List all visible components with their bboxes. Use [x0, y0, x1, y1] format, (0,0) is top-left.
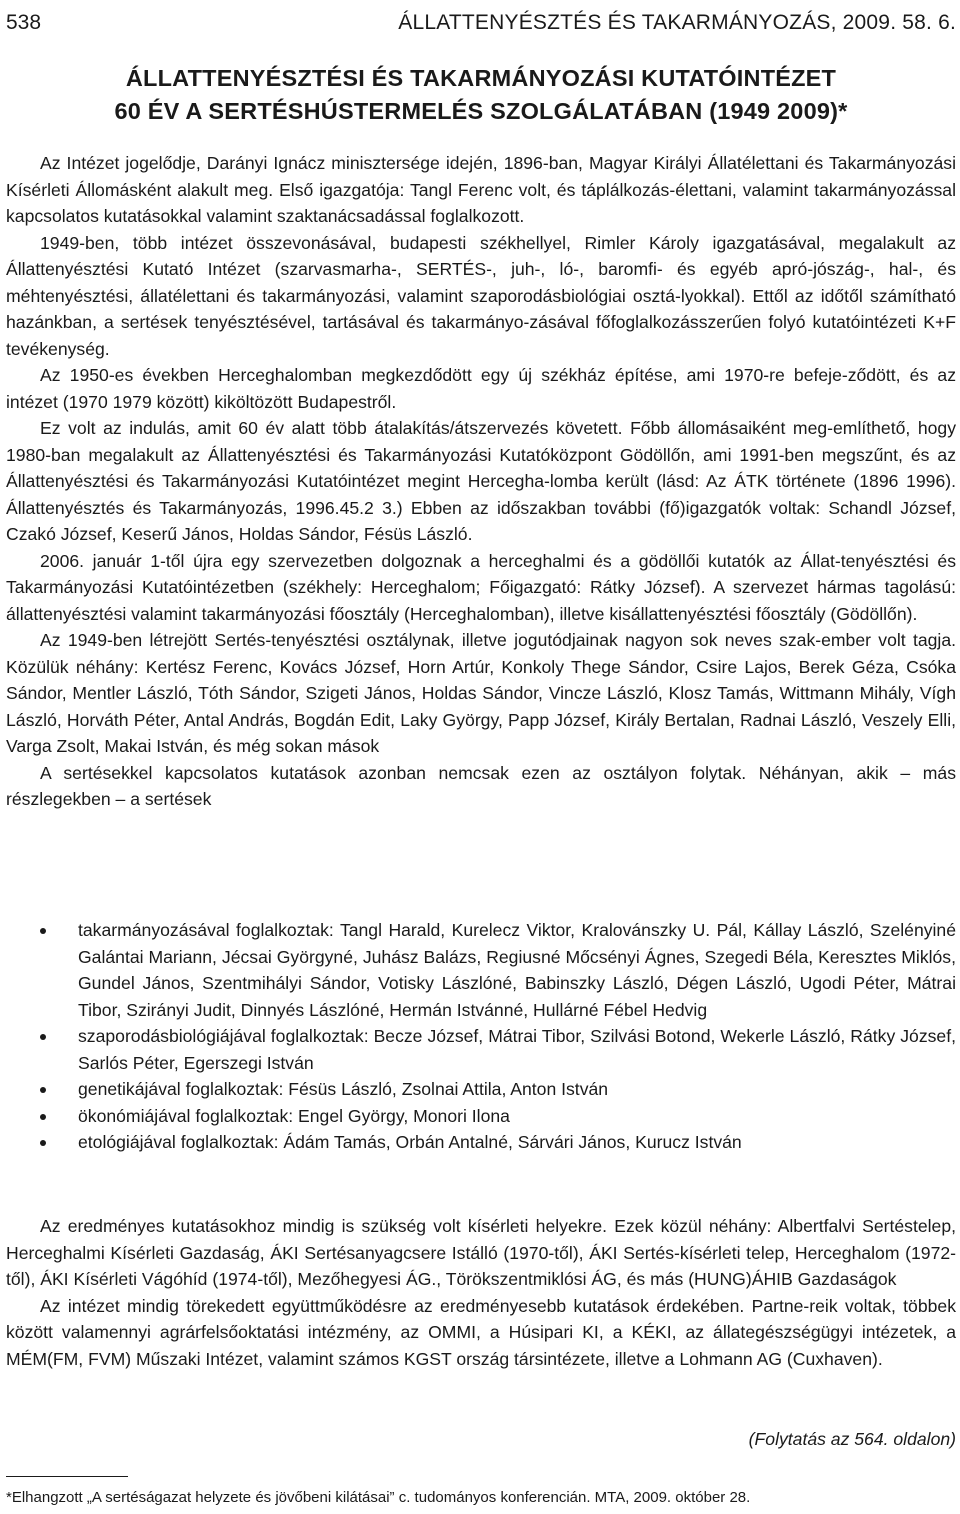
- list-item: [6, 1076, 956, 1103]
- paragraph: Az 1949-ben létrejött Sertés-tenyésztési osztálynak, illetve jogutódjainak nagyon sok neves szak-ember volt tagja. Közülük néhány: Kertész Ferenc, Kovács József, Horn Artúr, Konkoly Thege Sándor, Csire Lajos, Berek Géza, Csóka Sándor, Mentler László, Tóth Sándor, Szigeti János, Holdas Sándor, Vincze László, Klosz Tamás, Wittmann Mihály, Vígh László, Horváth Péter, Antal András, Bogdán Edit, Laky György, Papp József, Király Bertalan, Radnai László, Veszely Elli, Varga Zsolt, Makai István, és még sokan mások: [6, 630, 956, 756]
- paragraph: 1949-ben, több intézet összevonásával, budapesti székhellyel, Rimler Károly igazgatásával, megalakult az Állattenyésztési Kutató Intézet (szarvasmarha-, SERTÉS-, juh-, ló-, baromfi- és egyéb apró-jószág-, hal-, és méhtenyésztési, állatélettani és takarmányozási, valamint szaporodásbiológiai osztá-lyokkal). Ettől az időtől számítható hazánkban, a sertések tenyésztésével, tartásával és takarmányo-zásával főfoglalkozásszerűen folyó kutatóintézeti K+F tevékenység.: [6, 232, 956, 359]
- footnote: *Elhangzott „A sertéságazat helyzete és jövőbeni kilátásai” c. tudományos konferencián. MTA, 2009. október 28.: [6, 1489, 751, 1506]
- paragraph: Az eredményes kutatásokhoz mindig is szükség volt kísérleti helyekre. Ezek közül néhány: Albertfalvi Sertéstelep, Herceghalmi Kísérleti Gazdaság, ÁKI Sertésanyagcsere Istálló (1970-től), ÁKI Sertés-kísérleti telep, Herceghalom (1972-től), ÁKI Kísérleti Vágóhíd (1974-től), Mezőhegyesi ÁG., Törökszentmiklósi ÁG, és más (HUNG)ÁHIB Gazdaságok: [6, 1216, 956, 1289]
- list-item: [6, 917, 956, 1023]
- paragraph: Ez volt az indulás, amit 60 év alatt több átalakítás/átszervezés követett. Főbb állomásaiként meg-említhető, hogy 1980-ban megalakult az Állattenyésztési és Takarmányozási Kutatóközpont Gödöllőn, ami 1991-ben megszűnt, és az Állattenyésztési és Takarmányozási Kutatóintézet megint Hercegha-lomba került (lásd: Az ÁTK története (1896 1996). Állattenyésztés és Takarmányozás, 1996.45.2 3.) Ebben az időszakban további (fő)igazgatók voltak: Schandl József, Czakó József, Keserű János, Holdas Sándor, Fésüs László.: [6, 418, 956, 544]
- bullet-icon: [40, 1114, 46, 1120]
- page-number: 538: [6, 11, 42, 34]
- title-line-1: ÁLLATTENYÉSZTÉSI ÉS TAKARMÁNYOZÁSI KUTATÓINTÉZET: [125, 65, 837, 91]
- list-item: [6, 1103, 956, 1130]
- bullet-icon: [40, 1087, 46, 1093]
- list-item-text: genetikájával foglalkoztak: Fésüs László, Zsolnai Attila, Anton István: [78, 1079, 609, 1099]
- bullet-icon: [40, 928, 46, 934]
- paragraph: Az Intézet jogelődje, Darányi Ignácz minisztersége idején, 1896-ban, Magyar Királyi Állatélettani és Takarmányozási Kísérleti Állomásként alakult meg. Első igazgatója: Tangl Ferenc volt, és táplálkozás-élettani, valamint takarmányozással kapcsolatos kutatásokkal valamint szaktanácsadással foglalkozott.: [6, 153, 956, 226]
- article-body: [6, 150, 956, 813]
- bullet-icon: [40, 1140, 46, 1146]
- paragraph: 2006. január 1-től újra egy szervezetben dolgoznak a herceghalmi és a gödöllői kutatók az Állat-tenyésztési és Takarmányozási Kutatóintézetben (székhely: Herceghalom; Főigazgató: Rátky József). A szervezet hármas tagolású: állattenyésztési valamint takarmányozási főosztály (Herceghalomban), illetve kisállattenyésztési főosztály (Gödöllőn).: [6, 550, 956, 624]
- article-title: [6, 62, 956, 128]
- journal-title: ÁLLATTENYÉSZTÉS ÉS TAKARMÁNYOZÁS, 2009. 58. 6.: [398, 11, 956, 34]
- list-item-text: etológiájával foglalkoztak: Ádám Tamás, Orbán Antalné, Sárvári János, Kurucz István: [78, 1132, 742, 1152]
- list-item: [6, 1023, 956, 1076]
- paragraph: Az intézet mindig törekedett együttműködésre az eredményesebb kutatások érdekében. Partne-reik voltak, többek között valamennyi agrárfelsőoktatási intézmény, az OMMI, a Húsipari KI, a KÉKI, az állategészségügyi intézetek, a MÉM(FM, FVM) Műszaki Intézet, valamint számos KGST ország társintézete, illetve a Lohmann AG (Cuxhaven).: [6, 1295, 956, 1369]
- list-item-text: szaporodásbiológiájával foglalkoztak: Becze József, Mátrai Tibor, Szilvási Botond, Wekerle László, Rátky József, Sarlós Péter, Egerszegi István: [78, 1026, 956, 1073]
- title-line-2: 60 ÉV A SERTÉSHÚSTERMELÉS SZOLGÁLATÁBAN (1949 2009)*: [114, 98, 848, 124]
- list-item-text: ökonómiájával foglalkoztak: Engel György, Monori Ilona: [78, 1105, 510, 1126]
- continuation-note: (Folytatás az 564. oldalon): [748, 1429, 956, 1449]
- list-item: [6, 1129, 956, 1156]
- bullet-icon: [40, 1034, 46, 1040]
- paragraph: A sertésekkel kapcsolatos kutatások azonban nemcsak ezen az osztályon folytak. Néhányan, akik – más részlegekben – a sertések: [6, 762, 956, 809]
- researcher-list: [6, 917, 956, 1156]
- footnote-divider: [6, 1476, 128, 1477]
- paragraph: Az 1950-es években Herceghalomban megkezdődött egy új székház építése, ami 1970-re befeje-ződött, és az intézet (1970 1979 között) kiköltözött Budapestről.: [6, 365, 956, 412]
- closing-body: [6, 1213, 956, 1372]
- list-item-text: takarmányozásával foglalkoztak: Tangl Harald, Kurelecz Viktor, Kralovánszky U. Pál, Kállay László, Szelényiné Galántai Mariann, Jécsai Györgyné, Juhász Balázs, Regiusné Mőcsényi Ágnes, Szegedi Béla, Keresztes Miklós, Gundel János, Szentmihályi Sándor, Votisky Lászlóné, Babinszky László, Dégen László, Ugodi Péter, Mátrai Tibor, Szirányi Judit, Dinnyés Lászlóné, Hermán Istvánné, Hullárné Fébel Hedvig: [78, 920, 956, 1020]
- running-header: [6, 8, 956, 38]
